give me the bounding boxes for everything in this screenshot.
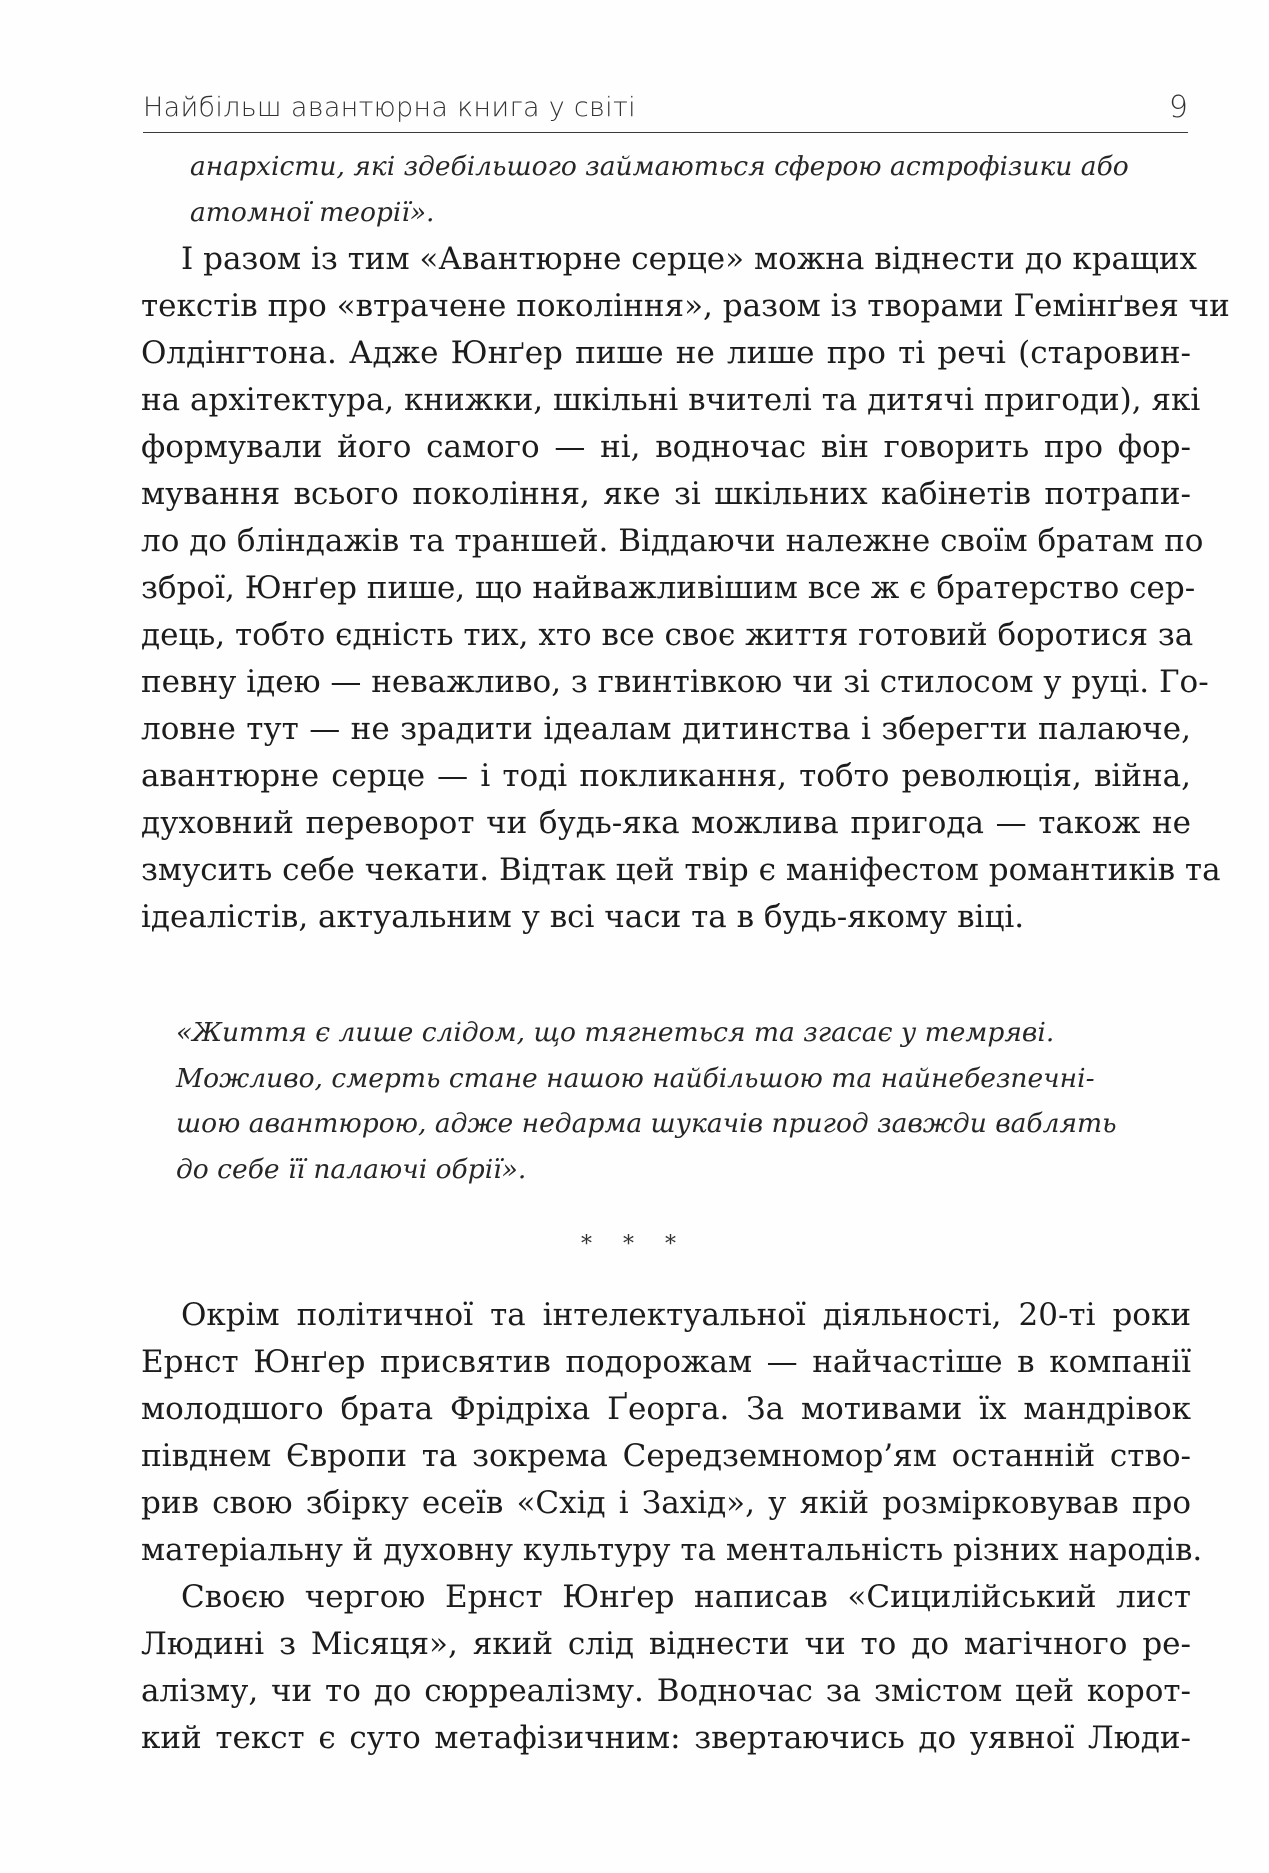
paragraph-line: зброї, Юнґер пише, що найважливішим все ж є братерство сер-	[141, 570, 1196, 606]
paragraph-line: ло до бліндажів та траншей. Віддаючи належне своїм братам по	[141, 523, 1204, 559]
quote-line: атомної теорії».	[190, 196, 435, 228]
paragraph-line: дець, тобто єдність тих, хто все своє життя готовий боротися за	[141, 617, 1194, 653]
quote-line: Можливо, смерть стане нашою найбільшою та найнебезпечні-	[176, 1062, 1095, 1094]
paragraph-line: півднем Європи та зокрема Середземномор’ям останній ство-	[141, 1438, 1191, 1474]
paragraph-line: ловне тут — не зрадити ідеалам дитинства і зберегти палаюче,	[141, 711, 1191, 747]
paragraph-line: І разом із тим «Авантюрне серце» можна віднести до кращих	[181, 241, 1198, 277]
paragraph-line: Окрім політичної та інтелектуальної діяльності, 20-ті роки	[181, 1297, 1191, 1333]
paragraph-line: Людині з Місяця», який слід віднести чи то до магічного ре-	[141, 1626, 1191, 1662]
running-header	[143, 82, 1188, 133]
paragraph-line: текстів про «втрачене покоління», разом із творами Гемінґвея чи	[141, 288, 1230, 324]
quote-line: «Життя є лише слідом, що тягнеться та згасає у темряві.	[176, 1017, 1055, 1048]
section-separator: * * *	[581, 1232, 688, 1257]
paragraph-line: змусить себе чекати. Відтак цей твір є маніфестом романтиків та	[141, 852, 1221, 888]
page-number: 9	[1168, 90, 1188, 125]
paragraph-line: мування всього покоління, яке зі шкільних кабінетів потрапи-	[141, 476, 1191, 512]
paragraph-line: алізму, чи то до сюрреалізму. Водночас за змістом цей корот-	[141, 1673, 1191, 1709]
paragraph-travels	[141, 1292, 1203, 1574]
paragraph-line: рив свою збірку есеїв «Схід і Захід», у якій розмірковував про	[141, 1485, 1191, 1521]
running-title: Найбільш авантюрна книга у світі	[143, 92, 636, 123]
paragraph-line: кий текст є суто метафізичним: звертаючись до уявної Люди-	[141, 1720, 1191, 1756]
quote-line: до себе її палаючі обрії».	[176, 1153, 527, 1185]
paragraph-line: Своєю чергою Ернст Юнґер написав «Сицилійський лист	[181, 1579, 1191, 1615]
paragraph-line: матеріальну й духовну культуру та ментальність різних народів.	[141, 1532, 1203, 1568]
quote-continuation	[190, 144, 1129, 235]
paragraph-line: на архітектура, книжки, шкільні вчителі та дитячі пригоди), які	[141, 382, 1201, 418]
paragraph-line: Ернст Юнґер присвятив подорожам — найчастіше в компанії	[141, 1344, 1191, 1380]
paragraph-line: духовний переворот чи будь-яка можлива пригода — також не	[141, 805, 1191, 841]
quote-block	[176, 1010, 1117, 1192]
quote-line: шою авантюрою, адже недарма шукачів пригод завжди ваблять	[176, 1108, 1117, 1139]
paragraph-line: ідеалістів, актуальним у всі часи та в будь-якому віці.	[141, 899, 1025, 935]
paragraph-lost-generation	[141, 236, 1230, 941]
quote-line: анархісти, які здебільшого займаються сферою астрофізики або	[190, 151, 1129, 182]
paragraph-sicilian-letter	[141, 1574, 1191, 1762]
paragraph-line: авантюрне серце — і тоді покликання, тобто революція, війна,	[141, 758, 1191, 794]
paragraph-line: формували його самого — ні, водночас він говорить про фор-	[141, 429, 1191, 465]
paragraph-line: певну ідею — неважливо, з гвинтівкою чи зі стилосом у руці. Го-	[141, 664, 1209, 700]
paragraph-line: молодшого брата Фрідріха Ґеорга. За мотивами їх мандрівок	[141, 1391, 1191, 1427]
paragraph-line: Олдінгтона. Адже Юнґер пише не лише про ті речі (старовин-	[141, 335, 1191, 371]
